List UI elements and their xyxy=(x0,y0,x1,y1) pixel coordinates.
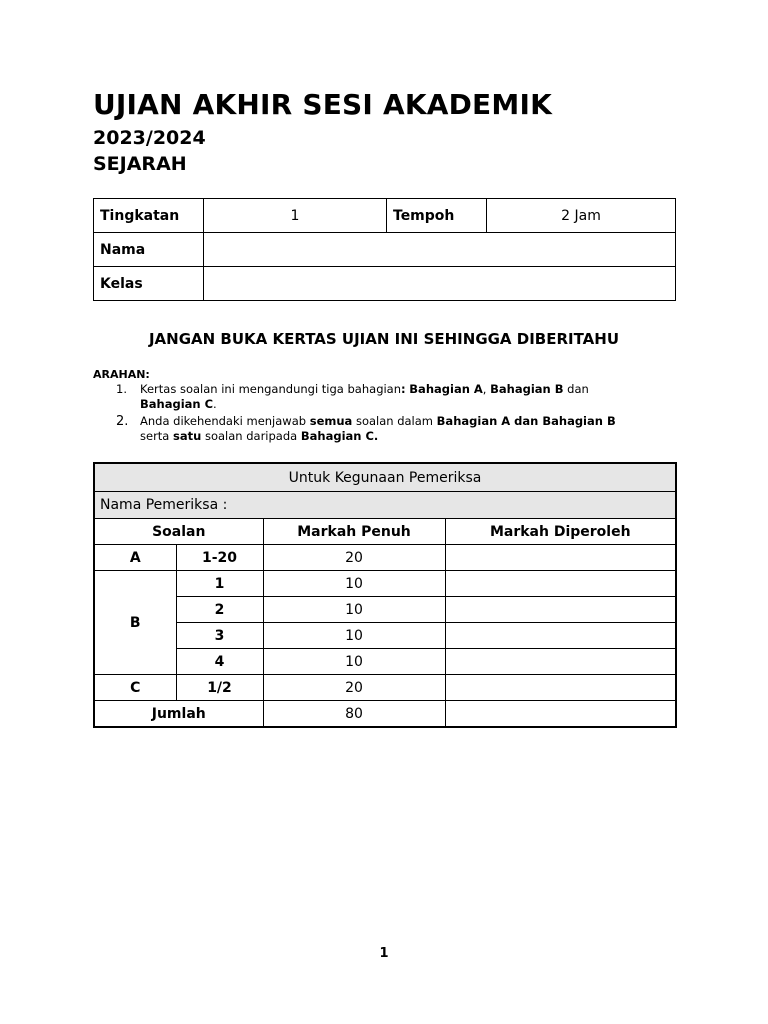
section-b-marks: 10 xyxy=(263,623,445,649)
info-row-kelas xyxy=(94,267,676,301)
instruction-text: soalan daripada xyxy=(201,429,301,443)
examiner-marks-table xyxy=(93,462,677,728)
exam-title-row xyxy=(94,463,676,492)
instruction-text: Anda dikehendaki menjawab xyxy=(140,414,310,428)
nama-value[interactable] xyxy=(204,233,676,267)
instruction-bold: semua xyxy=(309,414,353,428)
col-header-soalan: Soalan xyxy=(94,519,263,545)
section-c-label: C xyxy=(94,675,176,701)
tingkatan-value: 1 xyxy=(204,199,387,233)
instruction-bold: Bahagian C. xyxy=(300,429,379,443)
instruction-bold: Bahagian C xyxy=(140,397,214,411)
tingkatan-label: Tingkatan xyxy=(94,199,204,233)
instructions-heading: ARAHAN: xyxy=(93,368,150,381)
tempoh-value: 2 Jam xyxy=(487,199,676,233)
instruction-bold: satu xyxy=(173,429,202,443)
section-b-obtained[interactable] xyxy=(445,623,676,649)
total-marks: 80 xyxy=(263,701,445,728)
instruction-bold: Bahagian A dan Bahagian B xyxy=(436,414,616,428)
section-c-obtained[interactable] xyxy=(445,675,676,701)
section-c-range: 1/2 xyxy=(176,675,263,701)
examiner-name-row xyxy=(94,492,676,519)
table-row xyxy=(94,545,676,571)
academic-year: 2023/2024 xyxy=(93,127,206,149)
kelas-label: Kelas xyxy=(94,267,204,301)
kelas-value[interactable] xyxy=(204,267,676,301)
instruction-number: 2. xyxy=(116,414,129,429)
section-a-marks: 20 xyxy=(263,545,445,571)
section-b-question: 1 xyxy=(176,571,263,597)
table-row xyxy=(94,675,676,701)
table-row xyxy=(94,623,676,649)
table-row xyxy=(94,571,676,597)
section-a-label: A xyxy=(94,545,176,571)
total-obtained[interactable] xyxy=(445,701,676,728)
section-a-obtained[interactable] xyxy=(445,545,676,571)
section-b-marks: 10 xyxy=(263,597,445,623)
section-b-obtained[interactable] xyxy=(445,597,676,623)
instructions-list xyxy=(116,382,632,446)
info-row-tingkatan xyxy=(94,199,676,233)
instruction-text: Kertas soalan ini mengandungi tiga bahagian xyxy=(140,382,402,396)
page-title: UJIAN AKHIR SESI AKADEMIK xyxy=(93,88,552,121)
section-b-question: 4 xyxy=(176,649,263,675)
nama-label: Nama xyxy=(94,233,204,267)
section-b-question: 3 xyxy=(176,623,263,649)
section-b-marks: 10 xyxy=(263,571,445,597)
examiner-use-heading: Untuk Kegunaan Pemeriksa xyxy=(94,463,676,492)
total-row xyxy=(94,701,676,728)
instruction-bold: : xyxy=(401,382,406,396)
instruction-text: soalan dalam xyxy=(352,414,437,428)
warning-notice: JANGAN BUKA KERTAS UJIAN INI SEHINGGA DIBERITAHU xyxy=(148,330,620,348)
exam-header-row xyxy=(94,519,676,545)
table-row xyxy=(94,597,676,623)
col-header-markah-penuh: Markah Penuh xyxy=(263,519,445,545)
instruction-item xyxy=(116,414,632,444)
total-label: Jumlah xyxy=(94,701,263,728)
instruction-text: serta xyxy=(140,429,174,443)
page-number: 1 xyxy=(379,946,389,961)
instruction-text: dan xyxy=(563,382,589,396)
instruction-bold: Bahagian A xyxy=(409,382,483,396)
subject-title: SEJARAH xyxy=(93,153,187,175)
info-row-nama xyxy=(94,233,676,267)
table-row xyxy=(94,649,676,675)
section-a-range: 1-20 xyxy=(176,545,263,571)
section-b-label: B xyxy=(94,571,176,675)
section-b-obtained[interactable] xyxy=(445,649,676,675)
col-header-markah-diperoleh: Markah Diperoleh xyxy=(445,519,676,545)
instruction-text: , xyxy=(482,382,491,396)
student-info-table xyxy=(93,198,676,301)
instruction-item xyxy=(116,382,632,412)
examiner-name-label[interactable]: Nama Pemeriksa : xyxy=(94,492,676,519)
section-c-marks: 20 xyxy=(263,675,445,701)
section-b-marks: 10 xyxy=(263,649,445,675)
instruction-bold: Bahagian B xyxy=(490,382,564,396)
section-b-question: 2 xyxy=(176,597,263,623)
instruction-number: 1. xyxy=(116,382,127,396)
instruction-text: . xyxy=(213,397,217,411)
tempoh-label: Tempoh xyxy=(387,199,487,233)
section-b-obtained[interactable] xyxy=(445,571,676,597)
